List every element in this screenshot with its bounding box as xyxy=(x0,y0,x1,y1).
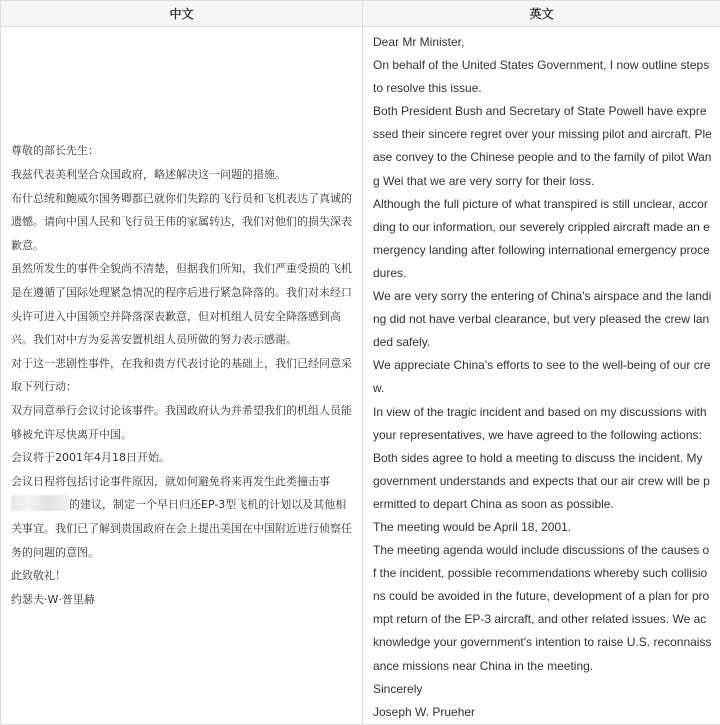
letter-row xyxy=(1,27,720,725)
obscured-text-patch xyxy=(11,495,69,511)
chinese-agenda-line: 会议日程将包括讨论事件原因，就如何避免将来再发生此类撞击事 xyxy=(11,475,330,488)
chinese-paragraph xyxy=(11,470,353,564)
english-column-header: 英文 xyxy=(363,1,720,27)
chinese-letter-body xyxy=(1,139,362,611)
english-paragraph: The meeting would be April 18, 2001. xyxy=(373,516,712,539)
chinese-paragraph: 会议将于2001年4月18日开始。 xyxy=(11,446,353,470)
chinese-agenda-continued: 的建议，制定一个早日归还EP-3型飞机的计划以及其他相关事宜。我们已了解到贵国政府在会上提出美国在中国附近进行侦察任务的问题的意图。 xyxy=(11,498,352,558)
english-paragraph: Both President Bush and Secretary of State Powell have expressed their sincere regret over your missing pilot and aircraft. Please convey to the Chinese people and to the family of pilot Wang Wei that we are very sorry for their loss. xyxy=(373,100,712,192)
chinese-paragraph: 布什总统和鲍威尔国务卿都已就你们失踪的飞行员和飞机表达了真诚的遗憾。请向中国人民和飞行员王伟的家属转达，我们对他们的损失深表歉意。 xyxy=(11,187,353,258)
chinese-closing: 此致敬礼！ xyxy=(11,564,353,588)
english-letter-cell xyxy=(363,27,720,725)
chinese-paragraph: 双方同意举行会议讨论该事件。我国政府认为并希望我们的机组人员能够被允许尽快离开中国。 xyxy=(11,399,353,446)
english-signature: Joseph W. Prueher xyxy=(373,701,712,724)
english-paragraph: The meeting agenda would include discussions of the causes of the incident, possible recommendations whereby such collisions could be avoided in the future, development of a plan for prompt return of the EP-3 aircraft, and other related issues. We acknowledge your government's intention to raise U.S. reconnaissance missions near China in the meeting. xyxy=(373,539,712,678)
english-paragraph: Although the full picture of what transpired is still unclear, according to our information, our severely crippled aircraft made an emergency landing after following international emergency procedures. xyxy=(373,193,712,285)
english-paragraph: On behalf of the United States Government, I now outline steps to resolve this issue. xyxy=(373,54,712,100)
chinese-signature: 约瑟夫·W·普里赫 xyxy=(11,588,353,612)
header-row xyxy=(1,1,720,27)
chinese-letter-cell xyxy=(1,27,363,725)
english-paragraph: In view of the tragic incident and based on my discussions with your representatives, we have agreed to the following actions: xyxy=(373,401,712,447)
chinese-column-header: 中文 xyxy=(1,1,363,27)
english-paragraph: We appreciate China's efforts to see to the well-being of our crew. xyxy=(373,354,712,400)
chinese-salutation: 尊敬的部长先生： xyxy=(11,139,353,163)
english-letter-body xyxy=(363,27,720,724)
english-closing: Sincerely xyxy=(373,678,712,701)
chinese-paragraph: 我兹代表美利坚合众国政府，略述解决这一问题的措施。 xyxy=(11,163,353,187)
english-salutation: Dear Mr Minister, xyxy=(373,31,712,54)
english-paragraph: Both sides agree to hold a meeting to discuss the incident. My government understands and expects that our air crew will be permitted to depart China as soon as possible. xyxy=(373,447,712,516)
english-paragraph: We are very sorry the entering of China's airspace and the landing did not have verbal clearance, but very pleased the crew landed safely. xyxy=(373,285,712,354)
chinese-paragraph: 对于这一悲剧性事件，在我和贵方代表讨论的基础上，我们已经同意采取下列行动： xyxy=(11,352,353,399)
chinese-paragraph: 虽然所发生的事件全貌尚不清楚，但据我们所知，我们严重受损的飞机是在遵循了国际处理紧急情况的程序后进行紧急降落的。我们对未经口头许可进入中国领空并降落深表歉意，但对机组人员安全降落感到高兴。我们对中方为妥善安置机组人员所做的努力表示感谢。 xyxy=(11,257,353,351)
